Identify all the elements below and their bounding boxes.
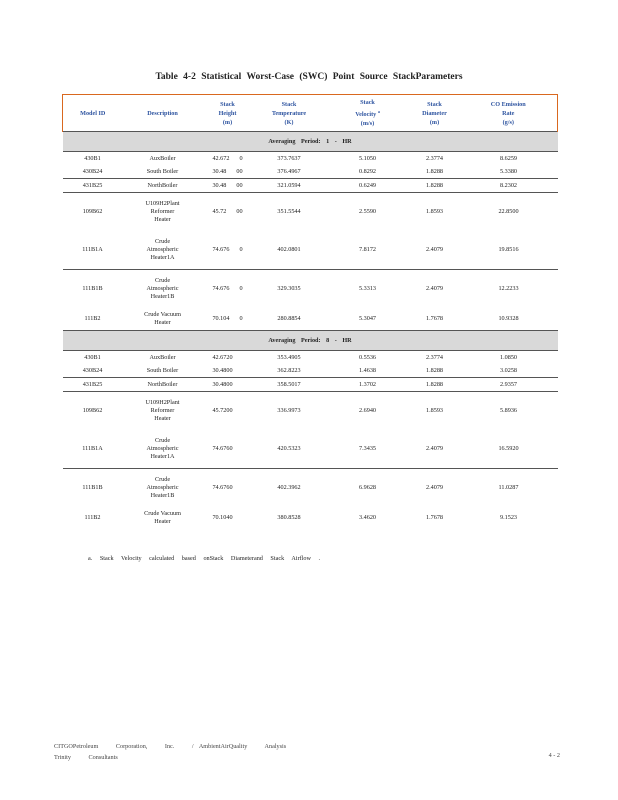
- column-header-stack-velocity: Stack Velocity $^a$ (m/s): [326, 95, 410, 132]
- cell-stack-diameter: 2.4079: [410, 270, 460, 309]
- cell-stack-diameter: 1.8593: [410, 392, 460, 431]
- cell-stack-diameter: 2.4079: [425, 445, 443, 452]
- cell-stack-temperature: 358.5017: [253, 378, 326, 392]
- table-row: [63, 231, 558, 270]
- cell-co-emission-rate: 10.9328: [498, 315, 519, 322]
- cell-stack-velocity: 6.9628: [326, 469, 410, 508]
- table-row: [63, 392, 558, 431]
- cell-co-emission-rate: 11.0287: [460, 469, 558, 508]
- column-header-co-emission-rate: CO Emission Rate (g/s): [460, 95, 558, 132]
- cell-model-id: 109B62: [63, 193, 123, 232]
- table-row: [63, 351, 558, 365]
- table-row: [63, 179, 558, 193]
- column-header-stack-diameter: Stack Diameter (m): [410, 95, 460, 132]
- averaging-period-row: [63, 331, 558, 351]
- cell-stack-diameter: 1.8288: [425, 167, 443, 175]
- cell-stack-height: 70.104 0: [212, 315, 243, 322]
- cell-stack-temperature: 402.0801: [277, 246, 301, 253]
- cell-co-emission-rate: 2.9357: [460, 378, 558, 392]
- cell-description: Crude Vacuum Heater: [144, 311, 181, 326]
- cell-description: Crude Atmospheric Heater1B: [123, 469, 203, 508]
- cell-stack-height: 30.4800: [203, 378, 253, 392]
- page-number: 4 - 2: [548, 752, 560, 759]
- cell-stack-temperature: 351.5544: [253, 193, 326, 232]
- column-header-stack-height: Stack Height (m): [203, 95, 253, 132]
- cell-co-emission-rate: 3.0258: [499, 366, 517, 374]
- cell-description: Crude Atmospheric Heater1A: [146, 437, 179, 460]
- cell-stack-velocity: 7.3435: [358, 445, 376, 452]
- cell-stack-velocity: 7.8172: [358, 246, 376, 253]
- cell-stack-height: 45.7200: [203, 392, 253, 431]
- cell-stack-velocity: 1.3702: [326, 378, 410, 392]
- cell-stack-diameter: 1.8593: [410, 193, 460, 232]
- cell-description: NorthBoiler: [123, 378, 203, 392]
- averaging-period-label: Averaging Period: 8 - HR: [63, 331, 558, 351]
- cell-description: AuxBoiler: [149, 154, 176, 162]
- cell-model-id: 431B25: [63, 179, 123, 193]
- cell-stack-velocity: 3.4620: [358, 514, 376, 521]
- cell-stack-diameter: 1.8288: [410, 378, 460, 392]
- cell-stack-diameter: 1.7678: [425, 514, 443, 521]
- footer-analysis: Analysis: [264, 743, 287, 750]
- cell-stack-height: 70.1040: [212, 514, 233, 521]
- table-row: [63, 364, 558, 378]
- cell-model-id: 111B1B: [63, 469, 123, 508]
- cell-description: NorthBoiler: [123, 179, 203, 193]
- cell-model-id: 430B1: [84, 154, 101, 162]
- cell-co-emission-rate: 16.5920: [498, 445, 519, 452]
- footer-company: CITGOPetroleum: [54, 743, 99, 750]
- table-row: [63, 165, 558, 179]
- cell-stack-temperature: 420.5323: [277, 445, 301, 452]
- cell-stack-height: 30.48 00: [203, 179, 253, 193]
- cell-stack-velocity: 1.4638: [358, 366, 376, 374]
- cell-description: Crude Atmospheric Heater1B: [123, 270, 203, 309]
- cell-model-id: 431B25: [63, 378, 123, 392]
- table-row: [63, 430, 558, 469]
- cell-co-emission-rate: 19.8516: [498, 246, 519, 253]
- cell-model-id: 111B1B: [63, 270, 123, 309]
- cell-co-emission-rate: 8.6259: [499, 154, 517, 162]
- cell-model-id: 111B1A: [82, 246, 103, 253]
- cell-stack-diameter: 2.4079: [410, 469, 460, 508]
- cell-model-id: 430B1: [84, 353, 101, 361]
- cell-stack-temperature: 362.8223: [277, 366, 301, 374]
- cell-co-emission-rate: 5.3380: [499, 167, 517, 175]
- table-body: [63, 132, 558, 530]
- cell-stack-height: 42.6720: [212, 353, 233, 361]
- cell-co-emission-rate: 12.2233: [460, 270, 558, 309]
- cell-stack-velocity: 0.8292: [358, 167, 376, 175]
- cell-stack-velocity: 5.3047: [358, 315, 376, 322]
- cell-model-id: 111B2: [84, 315, 101, 322]
- cell-stack-temperature: 280.8854: [277, 315, 301, 322]
- cell-stack-height: 74.676 0: [212, 246, 243, 253]
- cell-co-emission-rate: 1.0850: [499, 353, 517, 361]
- table-row: [63, 378, 558, 392]
- footer-inc: Inc.: [164, 743, 175, 750]
- footnote: a. Stack Velocity calculated based onStack Diameterand Stack Airflow .: [88, 555, 321, 562]
- column-header-model-id: Model ID: [63, 95, 123, 132]
- footer-consultant1: Trinity: [54, 754, 71, 761]
- stack-parameters-table: [62, 94, 558, 529]
- table-row: [63, 152, 558, 166]
- cell-stack-temperature: 336.9973: [253, 392, 326, 431]
- footer-corp: Corporation,: [115, 743, 148, 750]
- cell-description: South Boiler: [146, 366, 179, 374]
- footer-slash: /: [191, 743, 194, 750]
- cell-model-id: 430B24: [82, 366, 103, 374]
- cell-stack-height: 30.4800: [212, 366, 233, 374]
- table-row: [63, 308, 558, 331]
- cell-description: U109H2Plant Reformer Heater: [123, 392, 203, 431]
- cell-description: AuxBoiler: [149, 353, 176, 361]
- column-header-description: Description: [123, 95, 203, 132]
- cell-stack-diameter: 1.7678: [425, 315, 443, 322]
- cell-description: Crude Atmospheric Heater1A: [146, 238, 179, 261]
- table-row: [63, 193, 558, 232]
- averaging-period-row: [63, 132, 558, 152]
- cell-model-id: 111B2: [84, 514, 101, 521]
- cell-co-emission-rate: 9.1523: [499, 514, 517, 521]
- footnote-marker: a: [377, 108, 380, 114]
- cell-stack-temperature: 321.0594: [253, 179, 326, 193]
- cell-stack-height: 74.6760: [203, 469, 253, 508]
- averaging-period-label: Averaging Period: 1 - HR: [63, 132, 558, 152]
- cell-stack-temperature: 373.7637: [277, 154, 301, 162]
- cell-stack-diameter: 2.3774: [425, 154, 443, 162]
- cell-stack-temperature: 380.8528: [277, 514, 301, 521]
- cell-model-id: 109B62: [63, 392, 123, 431]
- table-row: [63, 469, 558, 508]
- table-header-row: [63, 95, 558, 132]
- cell-stack-height: 30.48 00: [212, 167, 243, 175]
- table-row: [63, 270, 558, 309]
- cell-stack-temperature: 353.4905: [277, 353, 301, 361]
- cell-model-id: 111B1A: [82, 445, 103, 452]
- cell-stack-height: 74.676 0: [203, 270, 253, 309]
- cell-stack-velocity: 0.5536: [358, 353, 376, 361]
- table-row: [63, 507, 558, 529]
- cell-stack-temperature: 376.4967: [277, 167, 301, 175]
- footer-consultant2: Consultants: [88, 754, 118, 761]
- cell-stack-velocity: 0.6249: [326, 179, 410, 193]
- cell-stack-diameter: 1.8288: [410, 179, 460, 193]
- cell-description: Crude Vacuum Heater: [144, 510, 181, 525]
- cell-stack-height: 45.72 00: [203, 193, 253, 232]
- cell-stack-height: 42.672 0: [212, 154, 243, 162]
- footer-doc: AmbientAirQuality: [198, 743, 248, 750]
- cell-description: South Boiler: [146, 167, 179, 175]
- cell-stack-velocity: 2.6940: [326, 392, 410, 431]
- cell-stack-diameter: 2.3774: [425, 353, 443, 361]
- cell-stack-temperature: 329.3035: [253, 270, 326, 309]
- cell-co-emission-rate: 5.8936: [460, 392, 558, 431]
- page-footer: [54, 741, 302, 763]
- cell-stack-velocity: 5.3313: [326, 270, 410, 309]
- cell-model-id: 430B24: [82, 167, 103, 175]
- cell-stack-diameter: 2.4079: [425, 246, 443, 253]
- cell-co-emission-rate: 8.2302: [460, 179, 558, 193]
- table-title: Table 4-2 Statistical Worst-Case (SWC) Point Source StackParameters: [155, 72, 463, 82]
- cell-co-emission-rate: 22.8500: [460, 193, 558, 232]
- cell-stack-temperature: 402.3962: [253, 469, 326, 508]
- cell-stack-velocity: 5.1050: [358, 154, 376, 162]
- cell-stack-diameter: 1.8288: [425, 366, 443, 374]
- cell-description: U109H2Plant Reformer Heater: [123, 193, 203, 232]
- cell-stack-height: 74.6760: [212, 445, 233, 452]
- cell-stack-velocity: 2.5590: [326, 193, 410, 232]
- column-header-stack-temperature: Stack Temperature (K): [253, 95, 326, 132]
